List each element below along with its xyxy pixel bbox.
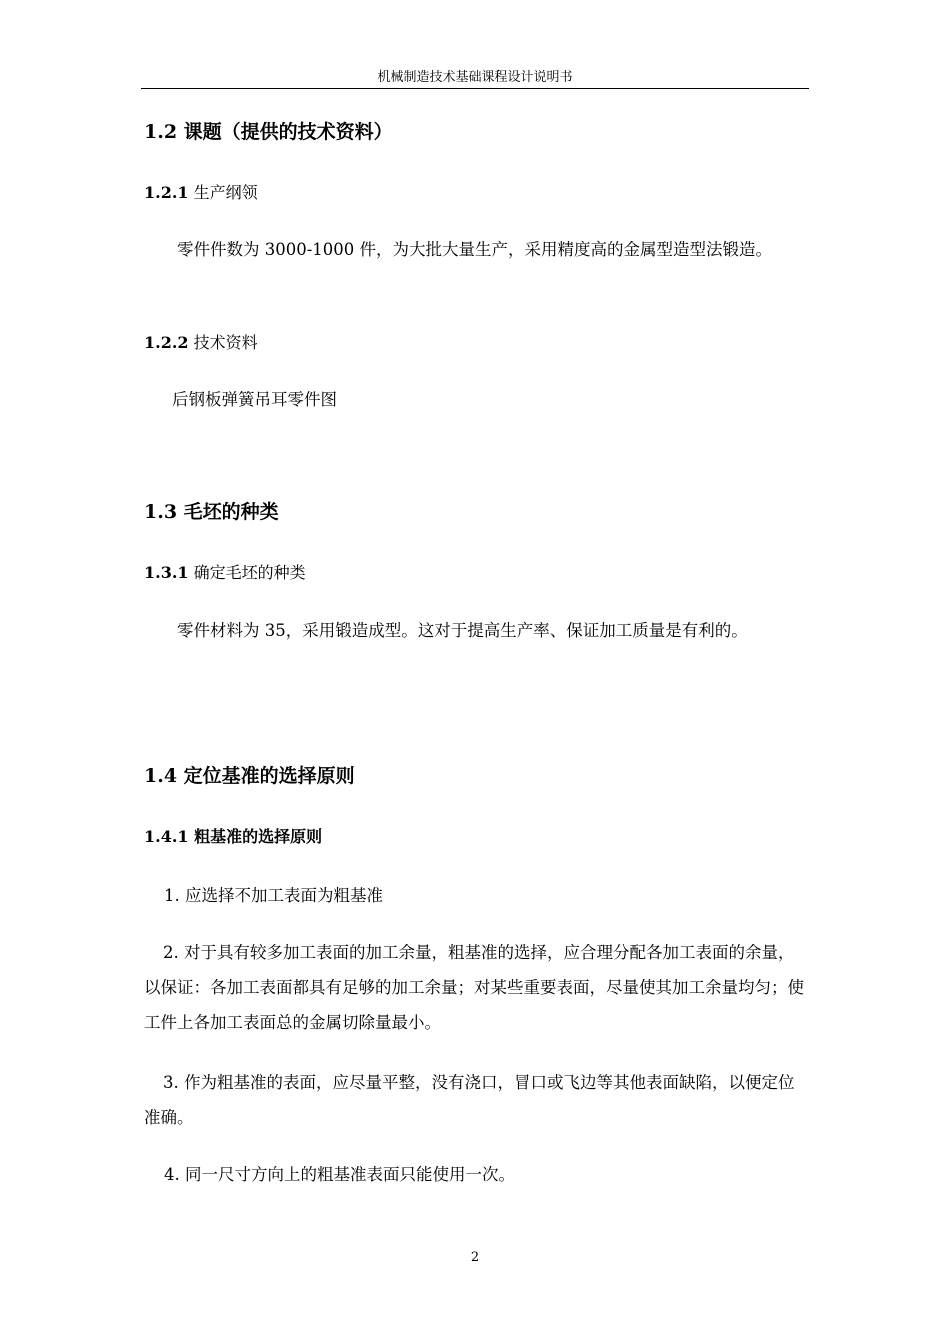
subsection-label: 确定毛坯的种类 — [193, 563, 306, 582]
running-header: 机械制造技术基础课程设计说明书 — [377, 70, 573, 85]
paragraph-production: 零件件数为 3000-1000 件，为大批大量生产，采用精度高的金属型造型法锻造。 — [177, 240, 773, 259]
subsection-label: 生产纲领 — [193, 183, 258, 202]
list-item: 4. 同一尺寸方向上的粗基准表面只能使用一次。 — [164, 1165, 515, 1184]
subsection-title-1-3-1 — [144, 562, 808, 584]
header-rule — [141, 88, 809, 89]
section-title-1-2: 1.2 课题（提供的技术资料） — [144, 121, 393, 143]
subsection-number: 1.3.1 — [144, 563, 189, 582]
list-item: 3. 作为粗基准的表面，应尽量平整，没有浇口，冒口或飞边等其他表面缺陷，以便定位准确。 — [144, 1073, 795, 1127]
list-item: 1. 应选择不加工表面为粗基准 — [164, 886, 383, 905]
subsection-label: 粗基准的选择原则 — [194, 827, 323, 846]
page-number: 2 — [470, 1250, 480, 1265]
subsection-title-1-2-2 — [144, 332, 808, 354]
paragraph-blank-type: 零件材料为 35，采用锻造成型。这对于提高生产率、保证加工质量是有利的。 — [177, 621, 748, 640]
section-title-1-4: 1.4 定位基准的选择原则 — [144, 765, 355, 787]
subsection-number: 1.2.2 — [144, 333, 189, 352]
subsection-number: 1.2.1 — [144, 183, 189, 202]
subsection-title-1-2-1 — [144, 182, 808, 204]
subsection-label: 技术资料 — [193, 333, 258, 352]
paragraph-tech-docs: 后钢板弹簧吊耳零件图 — [172, 390, 337, 409]
list-item: 2. 对于具有较多加工表面的加工余量，粗基准的选择，应合理分配各加工表面的余量，以保证：各加工表面都具有足够的加工余量；对某些重要表面，尽量使其加工余量均匀；使工件上各加工表面总的金属切除量最小。 — [144, 943, 804, 1032]
subsection-title-1-4-1 — [144, 826, 808, 848]
subsection-number: 1.4.1 — [144, 827, 189, 846]
section-title-1-3: 1.3 毛坯的种类 — [144, 501, 279, 523]
